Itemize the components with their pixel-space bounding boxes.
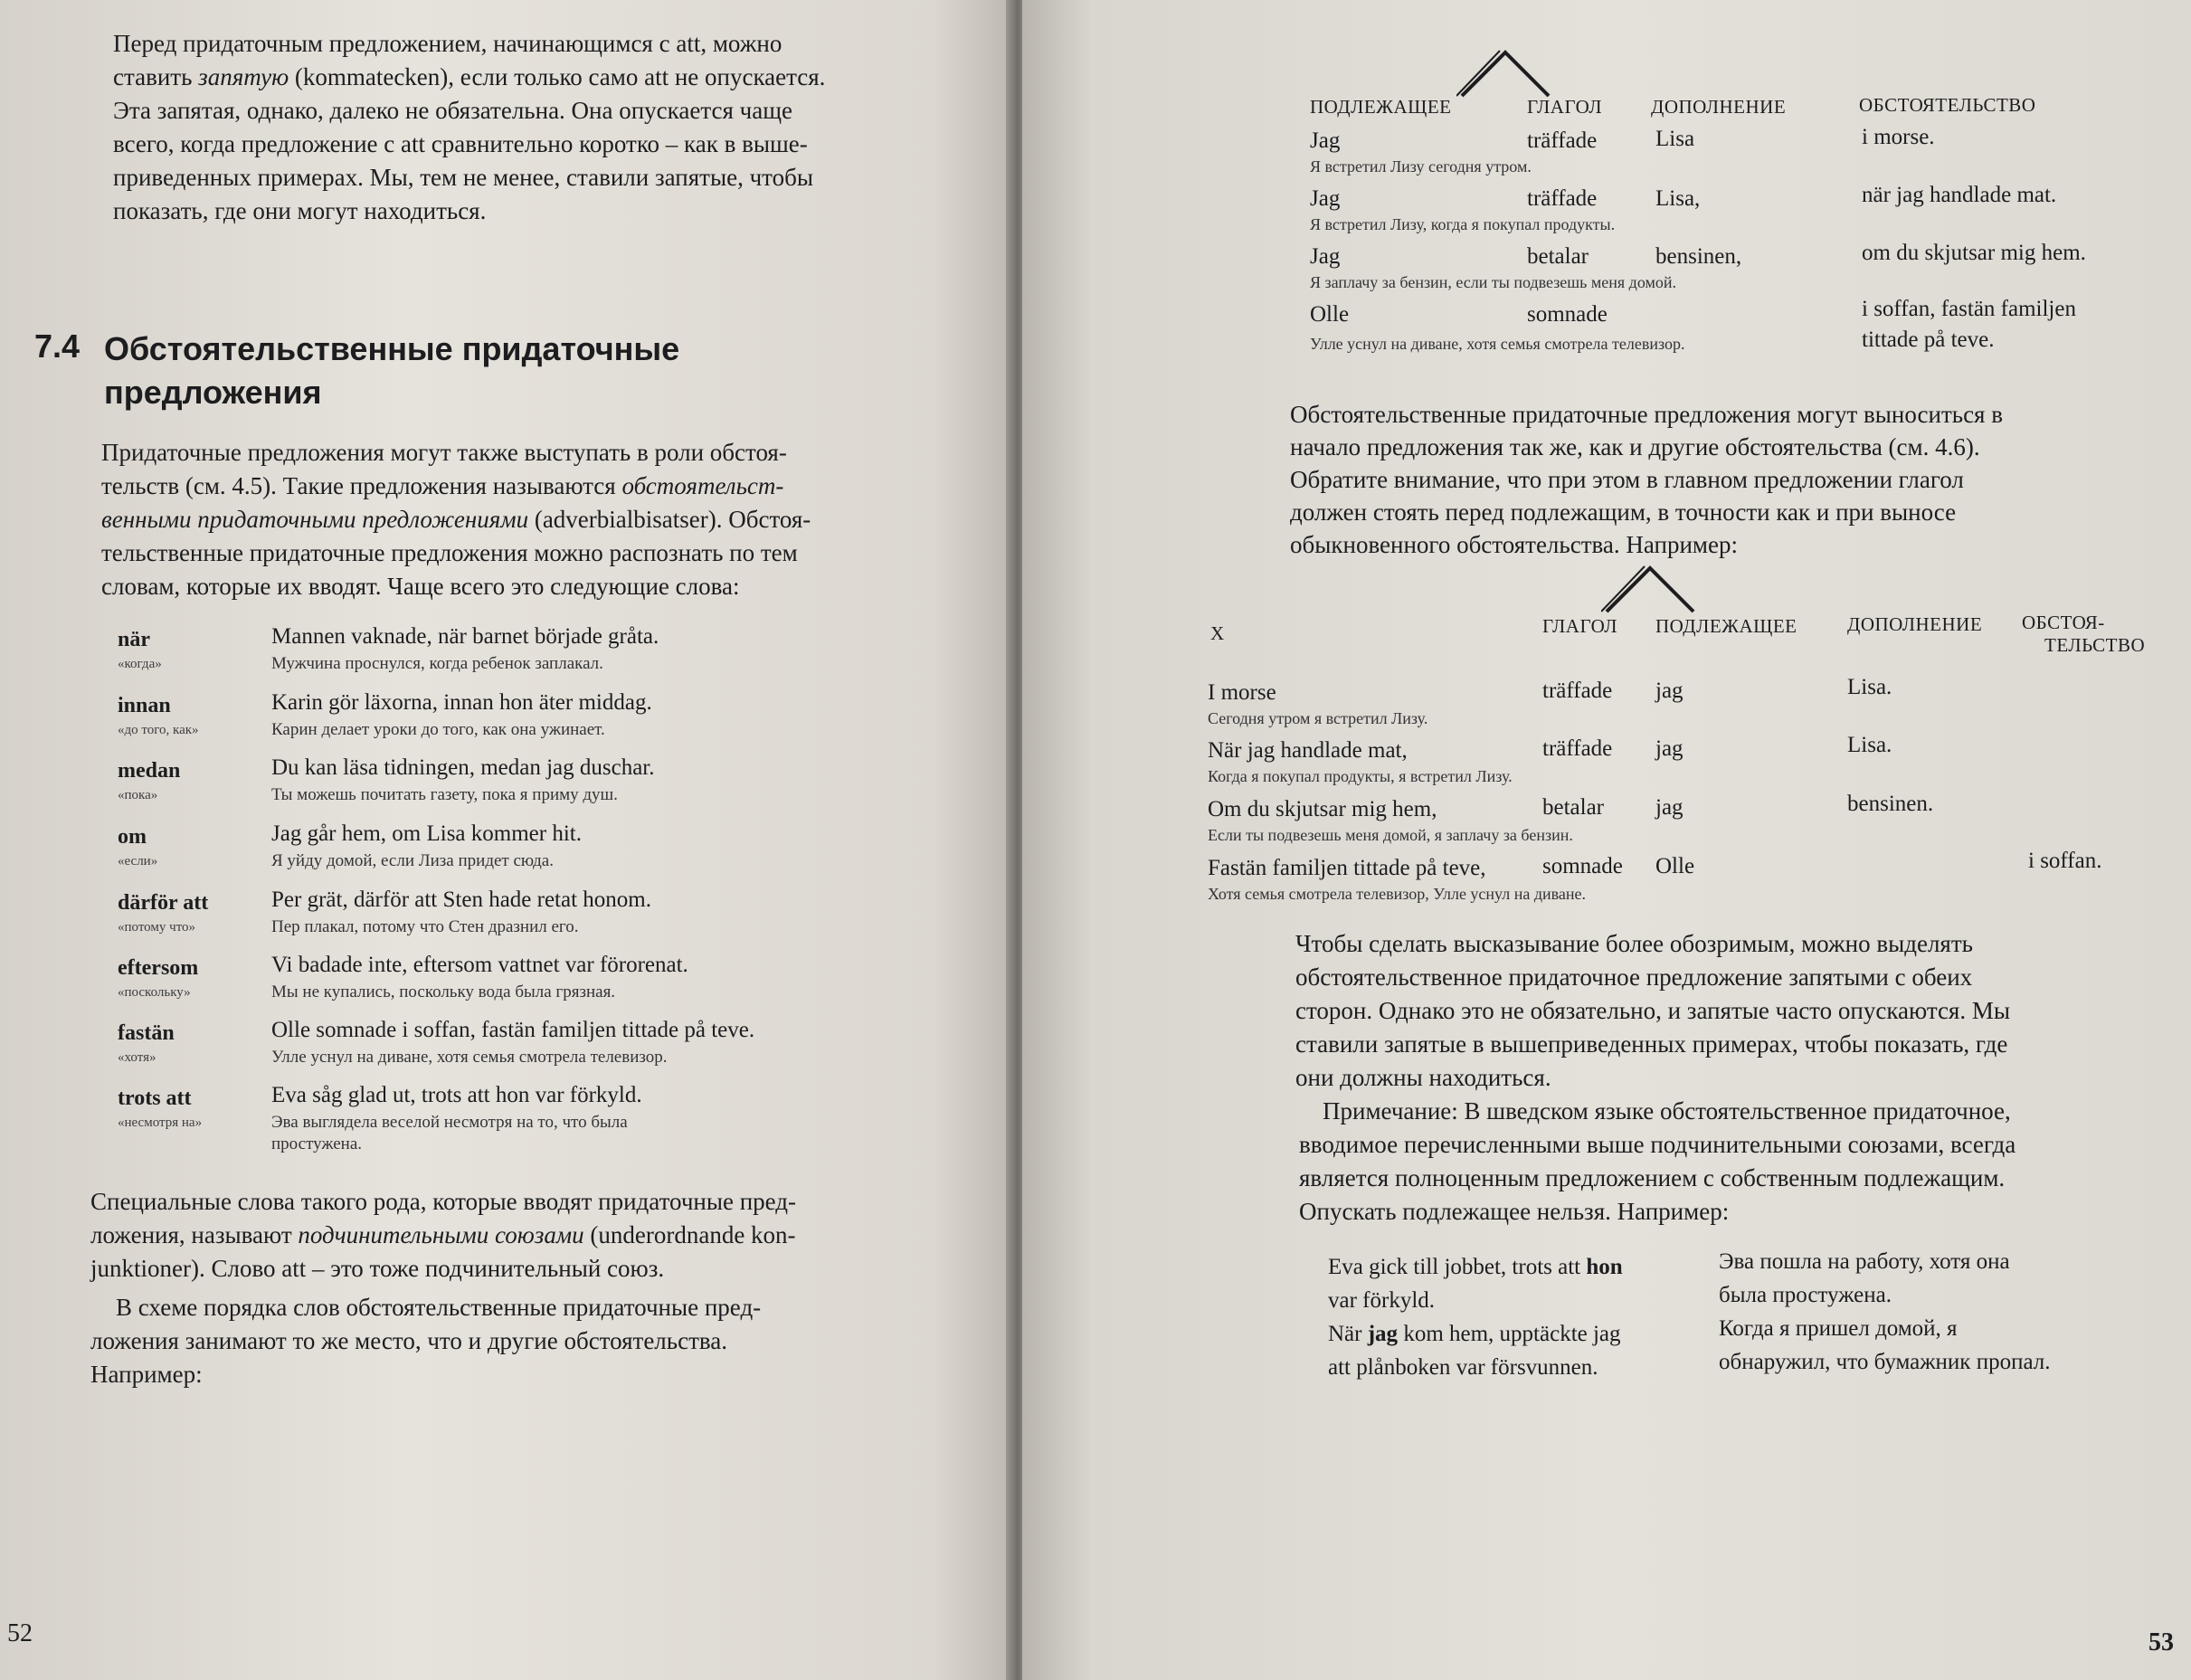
conjunction-gloss: «хотя» <box>118 1050 156 1065</box>
text-line: показать, где они могут находиться. <box>113 197 487 224</box>
table-cell: träffade <box>1527 186 1598 211</box>
table-cell: somnade <box>1542 854 1623 878</box>
section-number: 7.4 <box>34 327 81 365</box>
row-translation: Когда я покупал продукты, я встретил Лизу. <box>1208 767 1513 785</box>
table-cell: i morse. <box>1862 125 1935 149</box>
table-cell: I morse <box>1208 680 1276 705</box>
text-line: начало предложения так же, как и другие обстоятельства (см. 4.6). <box>1290 433 1980 460</box>
col-header-adverbial: ОБСТОЯТЕЛЬСТВО <box>1859 94 2036 116</box>
text-line: Примечание: В шведском языке обстоятельственное придаточное, <box>1323 1097 2011 1125</box>
page-number: 52 <box>7 1619 33 1647</box>
text-line: приведенных примерах. Мы, тем не менее, ставили запятые, чтобы <box>113 164 813 191</box>
text-line: Например: <box>90 1361 203 1388</box>
text-line: они должны находиться. <box>1295 1064 1551 1091</box>
example-sentence: Jag går hem, om Lisa kommer hit. <box>271 821 582 846</box>
conjunction-word: om <box>118 825 147 849</box>
conjunction-word: medan <box>118 759 181 783</box>
text-line: ложения занимают то же место, что и другие обстоятельства. <box>90 1327 728 1354</box>
intro-paragraph <box>113 27 936 228</box>
final-examples-russian: Эва пошла на работу, хотя она была простужена. Когда я пришел домой, я обнаружил, что бумажник пропал. <box>1719 1249 2051 1374</box>
example-translation: Мы не купались, поскольку вода была грязная. <box>271 982 616 1001</box>
fronting-paragraph <box>1290 398 2158 561</box>
conjunction-word: eftersom <box>118 956 199 980</box>
example-sentence: Karin gör läxorna, innan hon äter middag. <box>271 690 652 715</box>
table-cell: Fastän familjen tittade på teve, <box>1208 856 1486 880</box>
conjunctions-paragraph <box>90 1185 918 1286</box>
table-cell: träffade <box>1527 128 1598 153</box>
table-cell: Lisa, <box>1655 186 1701 211</box>
example-sentence: Eva såg glad ut, trots att hon var förkyld. <box>271 1083 642 1107</box>
col-header-subject: ПОДЛЕЖАЩЕЕ <box>1310 96 1452 118</box>
col-header-adverbial: ОБСТОЯ- ТЕЛЬСТВО <box>2022 612 2146 656</box>
commas-paragraph <box>1295 927 2173 1095</box>
text-line: Перед придаточным предложением, начинающимся с att, можно <box>113 30 782 57</box>
table-cell: jag <box>1655 736 1684 761</box>
table-cell: jag <box>1655 679 1684 703</box>
table-cell: Om du skjutsar mig hem, <box>1208 797 1437 821</box>
conjunction-gloss: «когда» <box>118 657 162 671</box>
col-header-object: ДОПОЛНЕНИЕ <box>1847 613 1983 635</box>
col-header-verb: ГЛАГОЛ <box>1542 615 1617 637</box>
row-translation: Улле уснул на диване, хотя семья смотрела телевизор. <box>1310 335 1685 353</box>
word-order-paragraph <box>90 1291 918 1391</box>
text-line: обстоятельственное придаточное предложение запятыми с обеих <box>1295 963 1973 991</box>
text-line: ложения, называют подчинительными союзами (underordnande kon- <box>90 1221 796 1248</box>
text-line: является полноценным предложением с собственным подлежащим. <box>1299 1164 2006 1191</box>
page-number: 53 <box>2148 1628 2174 1656</box>
table-cell: Olle <box>1310 302 1350 327</box>
text-line: junktioner). Слово att – это тоже подчинительный союз. <box>90 1255 665 1282</box>
col-header-verb: ГЛАГОЛ <box>1527 96 1602 118</box>
table-cell: i soffan. <box>2028 849 2102 873</box>
text-line: ставить запятую (kommatecken), если только само att не опускается. <box>113 63 826 90</box>
table-cell: betalar <box>1542 795 1605 820</box>
table-cell: betalar <box>1527 244 1589 269</box>
conjunction-gloss: «до того, как» <box>118 723 199 737</box>
example-sentence: Mannen vaknade, när barnet började gråta. <box>271 624 659 649</box>
row-translation: Я встретил Лизу, когда я покупал продукты. <box>1310 215 1616 233</box>
text-line: вводимое перечисленными выше подчинительными союзами, всегда <box>1299 1131 2016 1158</box>
table-cell: Lisa. <box>1847 733 1892 757</box>
table-cell: Olle <box>1655 854 1695 878</box>
example-translation: Мужчина проснулся, когда ребенок заплакал. <box>271 654 603 673</box>
conjunction-word: därför att <box>118 891 209 915</box>
text-line: венными придаточными предложениями (adverbialbisatser). Обстоя- <box>101 506 811 533</box>
text-line: сторон. Однако это не обязательно, и запятые часто опускаются. Мы <box>1295 997 2011 1024</box>
conjunction-word: innan <box>118 694 171 717</box>
col-header-subject: ПОДЛЕЖАЩЕЕ <box>1655 615 1797 637</box>
example-sentence: Du kan läsa tidningen, medan jag duschar. <box>271 755 655 780</box>
row-translation: Я заплачу за бензин, если ты подвезешь меня домой. <box>1310 273 1676 291</box>
example-sentence: Per grät, därför att Sten hade retat honom. <box>271 887 651 912</box>
conjunction-gloss: «пока» <box>118 788 158 802</box>
table-cell: träffade <box>1542 679 1613 703</box>
text-line: Придаточные предложения могут также выступать в роли обстоя- <box>101 439 787 466</box>
example-sentence: Olle somnade i soffan, fastän familjen tittade på teve. <box>271 1018 755 1042</box>
example-translation: Карин делает уроки до того, как она ужинает. <box>271 720 605 739</box>
example-translation: Ты можешь почитать газету, пока я приму душ. <box>271 785 618 804</box>
table-cell: jag <box>1655 795 1684 820</box>
conjunction-word: trots att <box>118 1087 192 1110</box>
table-cell: Lisa <box>1655 127 1695 151</box>
table-cell: Jag <box>1310 244 1341 269</box>
text-line: Специальные слова такого рода, которые вводят придаточные пред- <box>90 1188 797 1215</box>
example-translation: Я уйду домой, если Лиза придет сюда. <box>271 851 554 870</box>
example-translation: Пер плакал, потому что Стен дразнил его. <box>271 917 579 936</box>
text-line: Чтобы сделать высказывание более обозримым, можно выделять <box>1295 930 1973 957</box>
text-line: Обстоятельственные придаточные предложения могут выноситься в <box>1290 401 2003 428</box>
example-translation: Эва выглядела веселой несмотря на то, что была простужена. <box>271 1113 628 1153</box>
table-cell: bensinen. <box>1847 792 1934 816</box>
section-title: Обстоятельственные придаточные предложения <box>104 330 680 411</box>
row-translation: Сегодня утром я встретил Лизу. <box>1208 709 1428 727</box>
text-line: словам, которые их вводят. Чаще всего это следующие слова: <box>101 573 740 600</box>
text-line: Обратите внимание, что при этом в главном предложении глагол <box>1290 466 1964 493</box>
text-line: всего, когда предложение с att сравнительно коротко – как в выше- <box>113 130 808 157</box>
conjunction-word: fastän <box>118 1021 175 1045</box>
table-cell: Lisa. <box>1847 675 1892 699</box>
text-line: Опускать подлежащее нельзя. Например: <box>1299 1198 1730 1225</box>
inversion-caret-2 <box>1601 561 1701 615</box>
text-line: Эта запятая, однако, далеко не обязательна. Она опускается чаще <box>113 97 792 124</box>
text-line: обыкновенного обстоятельства. Например: <box>1290 531 1738 558</box>
table-cell: när jag handlade mat. <box>1862 183 2057 207</box>
conjunction-gloss: «несмотря на» <box>118 1115 203 1130</box>
col-header-object: ДОПОЛНЕНИЕ <box>1651 96 1787 118</box>
example-translation: Улле уснул на диване, хотя семья смотрела телевизор. <box>271 1048 668 1067</box>
conjunction-gloss: «если» <box>118 854 158 868</box>
inversion-caret-1 <box>1456 45 1556 100</box>
left-page <box>0 0 1013 1680</box>
conjunction-gloss: «поскольку» <box>118 985 191 1000</box>
text-line: В схеме порядка слов обстоятельственные придаточные пред- <box>116 1294 762 1321</box>
table-cell: bensinen, <box>1655 244 1742 269</box>
text-line: ставили запятые в вышеприведенных примерах, чтобы показать, где <box>1295 1030 2008 1058</box>
table-cell: tittade på teve. <box>1862 327 1995 352</box>
conjunction-gloss: «потому что» <box>118 920 196 935</box>
conjunction-word: när <box>118 628 150 651</box>
example-sentence: Vi badade inte, eftersom vattnet var förorenat. <box>271 953 688 977</box>
text-line: должен стоять перед подлежащим, в точности как и при выносе <box>1290 498 1957 526</box>
table-cell: När jag handlade mat, <box>1208 738 1408 763</box>
table-cell: somnade <box>1527 302 1608 327</box>
final-examples-swedish: Eva gick till jobbet, trots att hon var förkyld. När jag kom hem, upptäckte jag att plånboken var försvunnen. <box>1328 1255 1623 1380</box>
table-cell: träffade <box>1542 736 1613 761</box>
table-cell: i soffan, fastän familjen <box>1862 297 2076 321</box>
table-cell: Jag <box>1310 128 1341 153</box>
row-translation: Хотя семья смотрела телевизор, Улле уснул на диване. <box>1208 885 1587 903</box>
intro-adverbial-paragraph <box>101 436 929 603</box>
table-cell: om du skjutsar mig hem. <box>1862 241 2086 265</box>
table-cell: Jag <box>1310 186 1341 211</box>
note-paragraph <box>1299 1095 2173 1229</box>
col-header-x: X <box>1210 622 1225 644</box>
right-page <box>1022 0 2191 1680</box>
row-translation: Если ты подвезешь меня домой, я заплачу за бензин. <box>1208 826 1573 844</box>
text-line: тельственные придаточные предложения можно распознать по тем <box>101 539 798 566</box>
row-translation: Я встретил Лизу сегодня утром. <box>1310 157 1532 176</box>
text-line: тельств (см. 4.5). Такие предложения называются обстоятельст- <box>101 472 784 499</box>
